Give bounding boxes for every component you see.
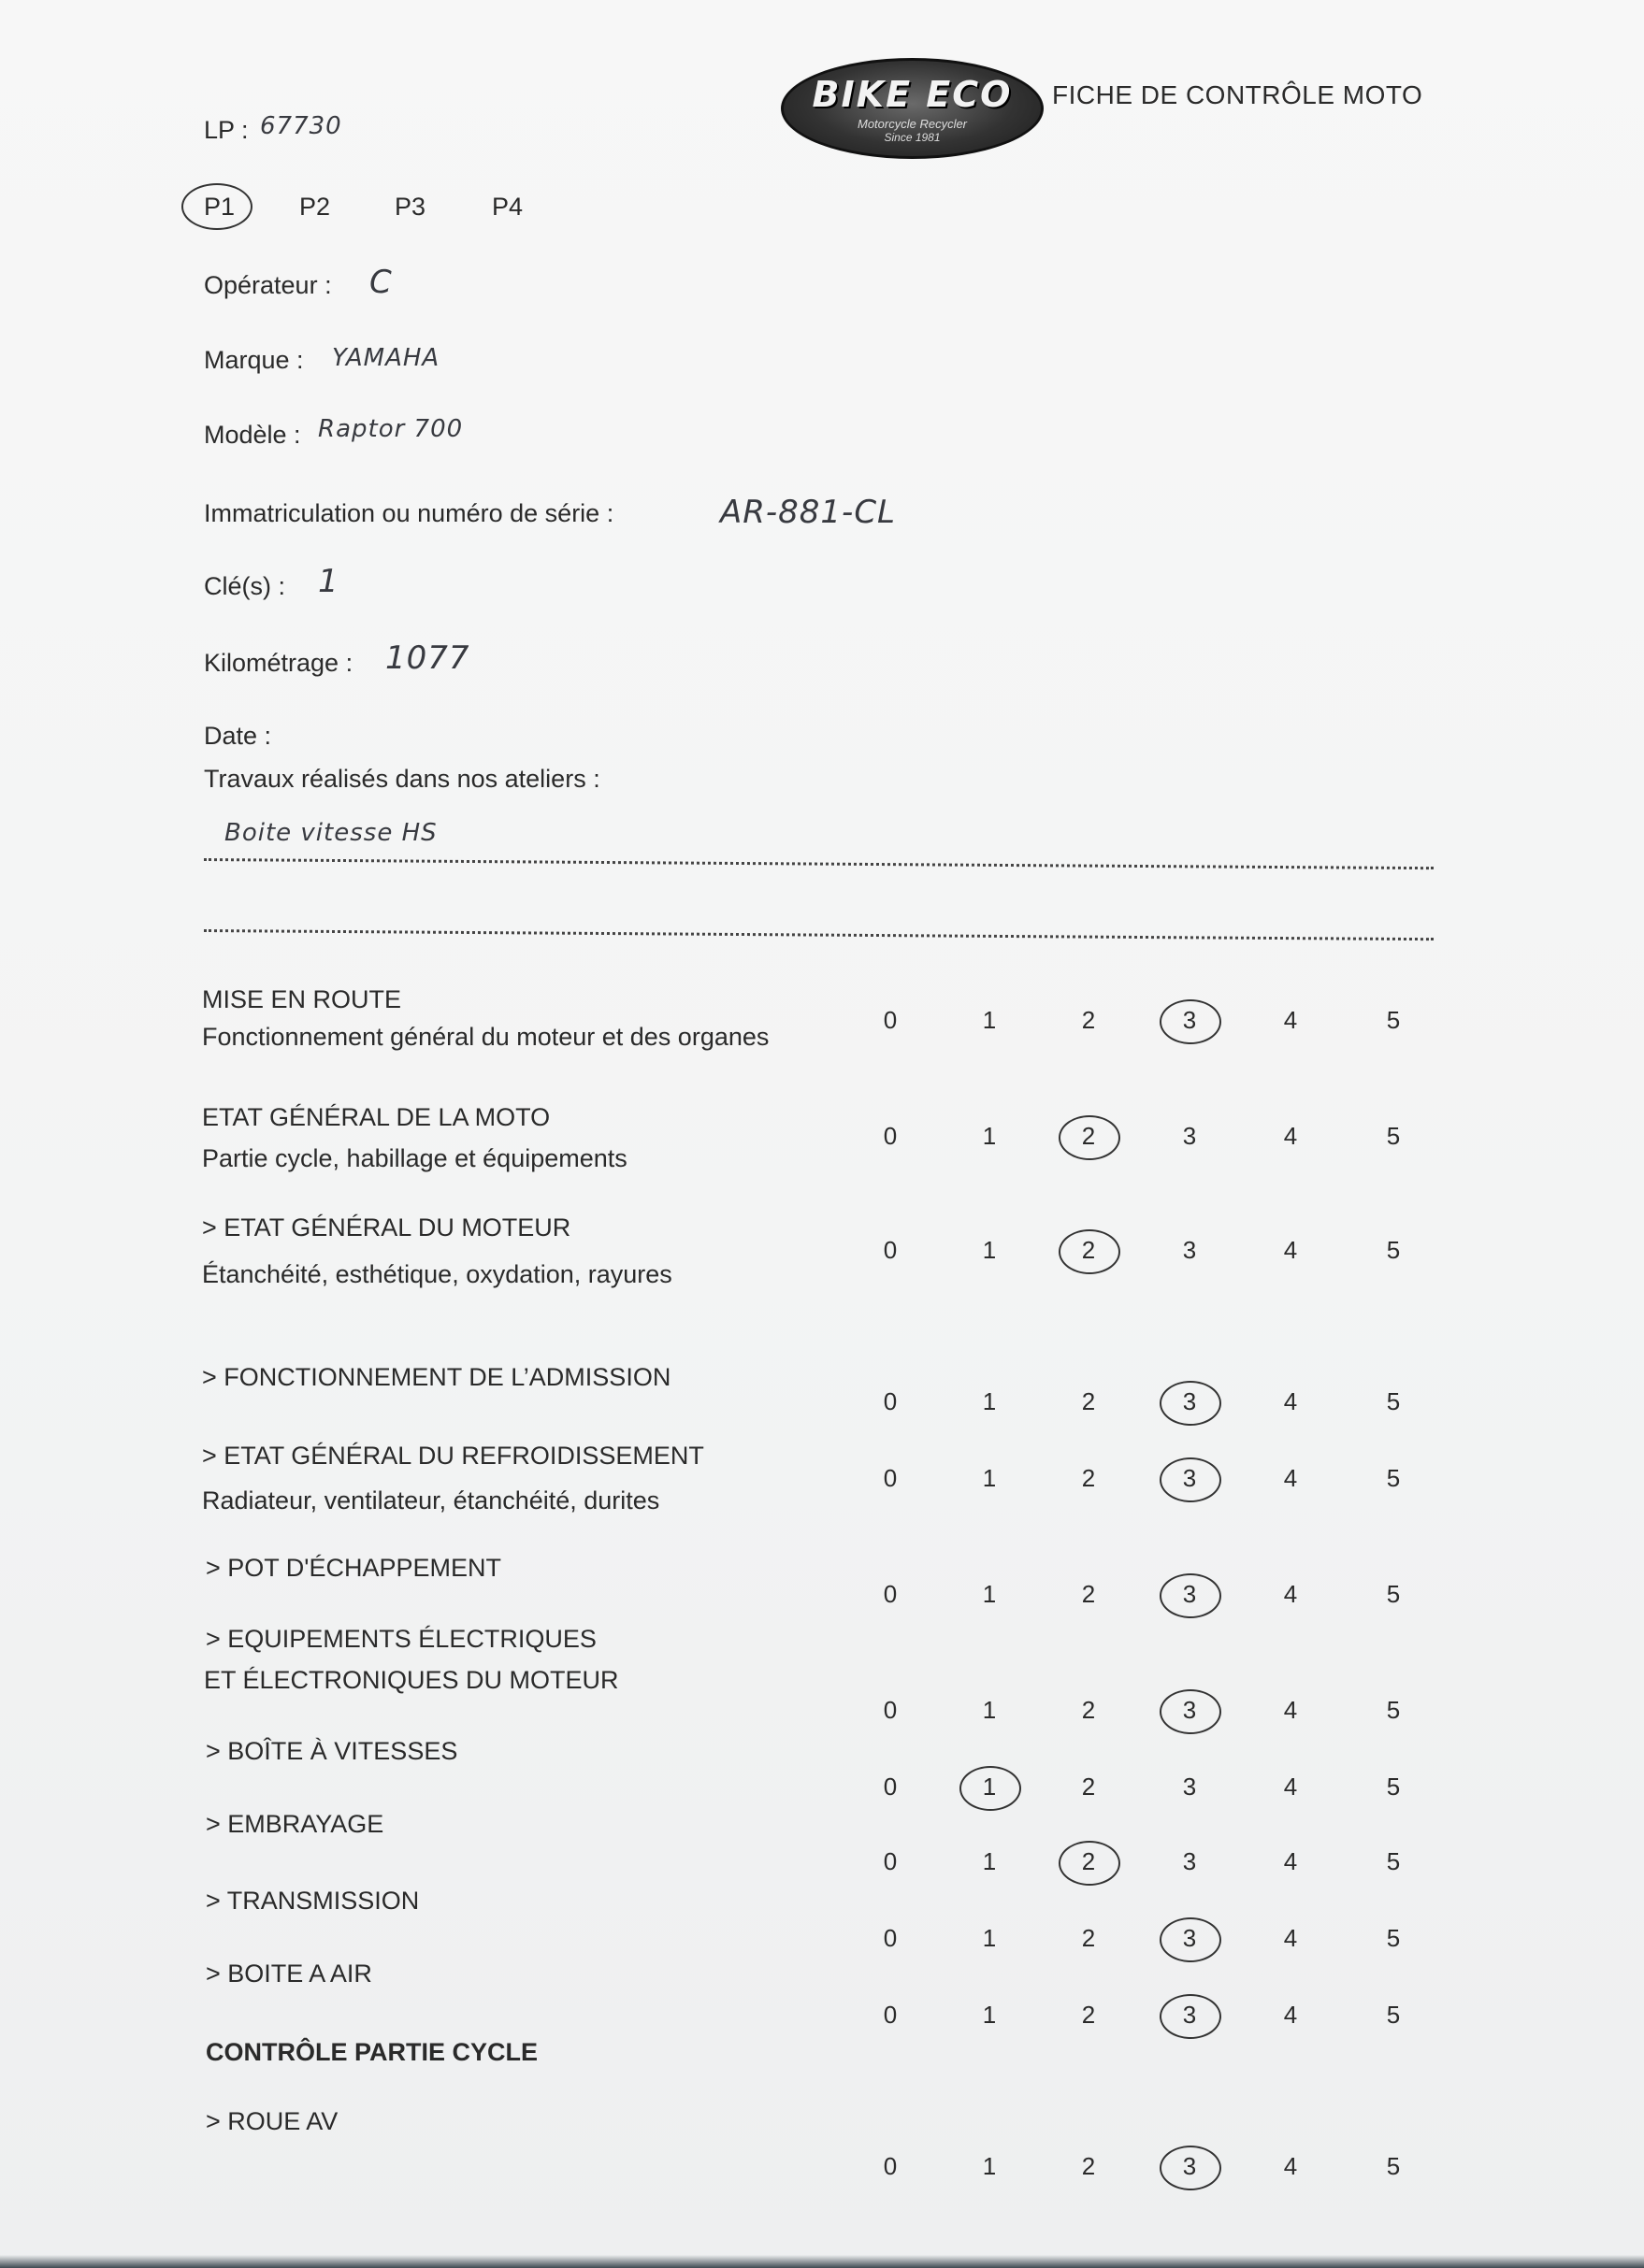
- logo-text: BIKE ECO: [812, 74, 1013, 115]
- criterion-title-roue-av: > ROUE AV: [206, 2107, 339, 2135]
- bike-eco-logo: [781, 58, 1044, 159]
- score-option-2[interactable]: 2: [1081, 1696, 1096, 1724]
- score-option-0[interactable]: 0: [883, 1924, 898, 1952]
- score-option-2[interactable]: 2: [1070, 1236, 1107, 1265]
- registration-label: Immatriculation ou numéro de série :: [204, 499, 614, 527]
- lp-label: LP :: [204, 116, 249, 144]
- score-option-2[interactable]: 2: [1081, 1580, 1096, 1608]
- score-option-0[interactable]: 0: [883, 1122, 898, 1150]
- score-option-1[interactable]: 1: [982, 1924, 997, 1952]
- criterion-title-transmission: > TRANSMISSION: [206, 1887, 420, 1915]
- works-value[interactable]: Boite vitesse HS: [224, 819, 438, 847]
- keys-label: Clé(s) :: [204, 572, 285, 600]
- score-option-1[interactable]: 1: [982, 1464, 997, 1492]
- score-option-1[interactable]: 1: [982, 1006, 997, 1034]
- keys-value[interactable]: 1: [318, 563, 339, 600]
- brand-value[interactable]: YAMAHA: [332, 344, 440, 372]
- score-option-0[interactable]: 0: [883, 1464, 898, 1492]
- score-option-1[interactable]: 1: [982, 1387, 997, 1415]
- score-option-2[interactable]: 2: [1081, 1924, 1096, 1952]
- score-row: [0, 1122, 1644, 1169]
- criterion-sub-refroidissement: Radiateur, ventilateur, étanchéité, durites: [202, 1486, 660, 1514]
- position-p1[interactable]: P1: [204, 193, 236, 221]
- criterion-title-embrayage: > EMBRAYAGE: [206, 1810, 384, 1838]
- score-option-0[interactable]: 0: [883, 1236, 898, 1264]
- score-option-5[interactable]: 5: [1386, 2152, 1401, 2180]
- logo-subtitle: Motorcycle Recycler: [857, 117, 968, 131]
- criterion-title-admission: > FONCTIONNEMENT DE L’ADMISSION: [202, 1363, 671, 1391]
- score-option-3[interactable]: 3: [1171, 1696, 1208, 1725]
- score-row: [0, 1006, 1644, 1053]
- score-option-0[interactable]: 0: [883, 1006, 898, 1034]
- form-title: FICHE DE CONTRÔLE MOTO: [1052, 80, 1423, 109]
- score-option-3[interactable]: 3: [1171, 2152, 1208, 2181]
- score-option-2[interactable]: 2: [1081, 1006, 1096, 1034]
- score-row: [0, 1580, 1644, 1627]
- score-option-0[interactable]: 0: [883, 1847, 898, 1875]
- score-option-3[interactable]: 3: [1171, 1924, 1208, 1953]
- works-label: Travaux réalisés dans nos ateliers :: [204, 765, 600, 793]
- score-option-2[interactable]: 2: [1081, 1387, 1096, 1415]
- score-option-2[interactable]: 2: [1081, 1773, 1096, 1801]
- score-option-1[interactable]: 1: [971, 1773, 1008, 1801]
- operator-label: Opérateur :: [204, 271, 332, 299]
- score-option-3[interactable]: 3: [1171, 2001, 1208, 2030]
- score-option-5[interactable]: 5: [1386, 1924, 1401, 1952]
- score-option-0[interactable]: 0: [883, 1696, 898, 1724]
- score-option-5[interactable]: 5: [1386, 1236, 1401, 1264]
- score-option-1[interactable]: 1: [982, 2001, 997, 2029]
- criterion-title-echappement: > POT D'ÉCHAPPEMENT: [206, 1554, 501, 1582]
- criterion-title-boite-air: > BOITE A AIR: [206, 1959, 372, 1988]
- criterion-title-electriques: > EQUIPEMENTS ÉLECTRIQUES: [206, 1625, 597, 1653]
- score-option-1[interactable]: 1: [982, 1847, 997, 1875]
- criterion-sub-etat-moteur: Étanchéité, esthétique, oxydation, rayures: [202, 1260, 672, 1288]
- score-option-0[interactable]: 0: [883, 2152, 898, 2180]
- score-row: [0, 1236, 1644, 1283]
- mileage-value[interactable]: 1077: [385, 639, 470, 677]
- score-option-2[interactable]: 2: [1070, 1122, 1107, 1151]
- criterion-sub-etat-moto: Partie cycle, habillage et équipements: [202, 1144, 627, 1172]
- registration-value[interactable]: AR-881-CL: [720, 494, 896, 531]
- score-option-5[interactable]: 5: [1386, 1847, 1401, 1875]
- score-option-4[interactable]: 4: [1283, 1847, 1298, 1875]
- position-p2[interactable]: P2: [299, 193, 331, 221]
- score-row: [0, 1464, 1644, 1511]
- score-option-4[interactable]: 4: [1283, 1696, 1298, 1724]
- criterion-title-refroidissement: > ETAT GÉNÉRAL DU REFROIDISSEMENT: [202, 1442, 704, 1470]
- score-option-5[interactable]: 5: [1386, 1006, 1401, 1034]
- criterion-title-mise-en-route: MISE EN ROUTE: [202, 985, 402, 1013]
- score-option-4[interactable]: 4: [1283, 1464, 1298, 1492]
- score-option-5[interactable]: 5: [1386, 1464, 1401, 1492]
- works-line-2: [204, 929, 1434, 940]
- score-option-4[interactable]: 4: [1283, 1236, 1298, 1264]
- operator-value[interactable]: C: [369, 264, 393, 301]
- score-option-3[interactable]: 3: [1171, 1006, 1208, 1035]
- score-option-3[interactable]: 3: [1182, 1773, 1197, 1801]
- score-option-1[interactable]: 1: [982, 1236, 997, 1264]
- score-option-0[interactable]: 0: [883, 1387, 898, 1415]
- brand-label: Marque :: [204, 346, 304, 374]
- criterion-sub-mise-en-route: Fonctionnement général du moteur et des organes: [202, 1023, 770, 1051]
- score-option-5[interactable]: 5: [1386, 1696, 1401, 1724]
- score-option-5[interactable]: 5: [1386, 1122, 1401, 1150]
- score-option-5[interactable]: 5: [1386, 1387, 1401, 1415]
- score-option-3[interactable]: 3: [1182, 1122, 1197, 1150]
- score-option-5[interactable]: 5: [1386, 1580, 1401, 1608]
- score-option-4[interactable]: 4: [1283, 1387, 1298, 1415]
- score-option-4[interactable]: 4: [1283, 1122, 1298, 1150]
- score-option-1[interactable]: 1: [982, 2152, 997, 2180]
- model-label: Modèle :: [204, 421, 301, 449]
- score-option-1[interactable]: 1: [982, 1696, 997, 1724]
- criterion-title-etat-moto: ETAT GÉNÉRAL DE LA MOTO: [202, 1103, 551, 1131]
- score-option-4[interactable]: 4: [1283, 1773, 1298, 1801]
- score-option-3[interactable]: 3: [1171, 1464, 1208, 1493]
- score-option-3[interactable]: 3: [1182, 1236, 1197, 1264]
- model-value[interactable]: Raptor 700: [318, 415, 464, 443]
- score-option-0[interactable]: 0: [883, 1773, 898, 1801]
- position-p3[interactable]: P3: [395, 193, 426, 221]
- score-option-0[interactable]: 0: [883, 1580, 898, 1608]
- score-option-4[interactable]: 4: [1283, 1006, 1298, 1034]
- score-option-1[interactable]: 1: [982, 1122, 997, 1150]
- score-option-2[interactable]: 2: [1081, 1464, 1096, 1492]
- score-option-1[interactable]: 1: [982, 1580, 997, 1608]
- score-option-5[interactable]: 5: [1386, 2001, 1401, 2029]
- date-label: Date :: [204, 722, 272, 750]
- score-option-3[interactable]: 3: [1182, 1847, 1197, 1875]
- score-option-5[interactable]: 5: [1386, 1773, 1401, 1801]
- score-option-4[interactable]: 4: [1283, 1580, 1298, 1608]
- score-option-2[interactable]: 2: [1070, 1847, 1107, 1876]
- mileage-label: Kilométrage :: [204, 649, 353, 677]
- score-option-4[interactable]: 4: [1283, 2152, 1298, 2180]
- works-line-1: [204, 858, 1434, 869]
- score-row: [0, 1696, 1644, 1743]
- position-p4[interactable]: P4: [492, 193, 524, 221]
- criterion-title-etat-moteur: > ETAT GÉNÉRAL DU MOTEUR: [202, 1213, 571, 1242]
- score-row: [0, 2152, 1644, 2199]
- score-option-4[interactable]: 4: [1283, 2001, 1298, 2029]
- score-option-3[interactable]: 3: [1171, 1580, 1208, 1609]
- lp-value: 67730: [260, 112, 342, 140]
- score-option-4[interactable]: 4: [1283, 1924, 1298, 1952]
- score-option-2[interactable]: 2: [1081, 2152, 1096, 2180]
- score-option-0[interactable]: 0: [883, 2001, 898, 2029]
- sheet-bottom-edge: [0, 2255, 1644, 2268]
- score-row: [0, 1387, 1644, 1434]
- criterion-sub-electriques: ET ÉLECTRONIQUES DU MOTEUR: [204, 1666, 619, 1694]
- score-option-3[interactable]: 3: [1171, 1387, 1208, 1416]
- criterion-title-boite-vitesses: > BOÎTE À VITESSES: [206, 1737, 458, 1765]
- section-title-partie-cycle: CONTRÔLE PARTIE CYCLE: [206, 2038, 539, 2066]
- score-option-2[interactable]: 2: [1081, 2001, 1096, 2029]
- logo-since: Since 1981: [884, 131, 941, 144]
